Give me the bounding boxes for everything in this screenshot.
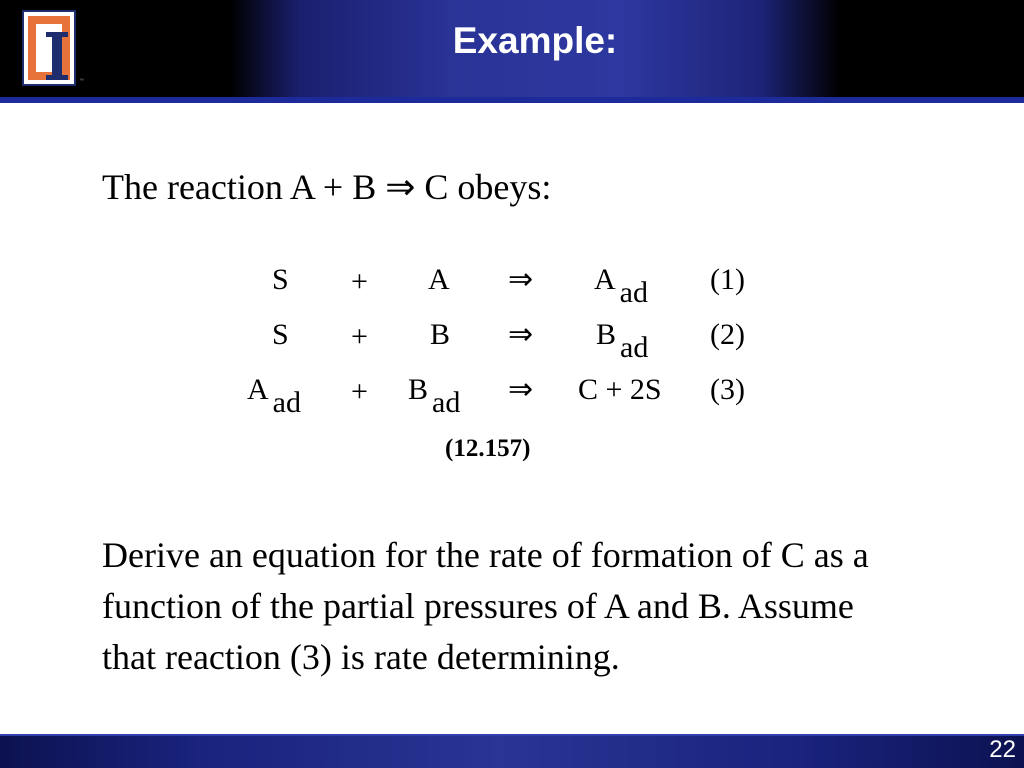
- task-text: Derive an equation for the rate of formation of C as a function of the partial pressures of A and B. Assume that reaction (3) is rate determining.: [102, 535, 869, 677]
- reaction-2-product: B $_{ad}$: [596, 318, 649, 364]
- reaction-3-reactant-2: B $_{ad}$: [408, 373, 461, 419]
- reaction-3-plus: +: [351, 375, 368, 408]
- reaction-3-product: C + 2S: [578, 373, 662, 406]
- reaction-3-reactant-1: A $_{ad}$: [247, 373, 301, 419]
- intro-text: The reaction A + B ⇒ C obeys:: [102, 167, 552, 207]
- reaction-1-product: A $_{ad}$: [594, 263, 648, 309]
- slide-title: Example:: [452, 20, 618, 61]
- slide-footer: [0, 736, 1024, 768]
- reaction-1-reactant-2: A: [428, 263, 450, 296]
- reaction-2-plus: +: [351, 320, 368, 353]
- reaction-3-label: (3): [710, 373, 745, 406]
- reaction-2-reactant-1: S: [272, 318, 289, 351]
- reaction-1-reactant-1: S: [272, 263, 289, 296]
- logo-trademark: ™: [79, 78, 84, 84]
- university-logo-icon: [22, 10, 76, 86]
- reaction-2-arrow: ⇒: [508, 318, 534, 351]
- reaction-1-arrow: ⇒: [508, 263, 534, 296]
- equation-number: (12.157): [445, 435, 531, 462]
- reaction-2-label: (2): [710, 318, 745, 351]
- reaction-2-reactant-2: B: [430, 318, 451, 351]
- page-number: 22: [989, 736, 1016, 763]
- reaction-1-label: (1): [710, 263, 745, 296]
- header-divider: [0, 97, 1024, 103]
- reaction-3-arrow: ⇒: [508, 373, 534, 406]
- reaction-1-plus: +: [351, 265, 368, 298]
